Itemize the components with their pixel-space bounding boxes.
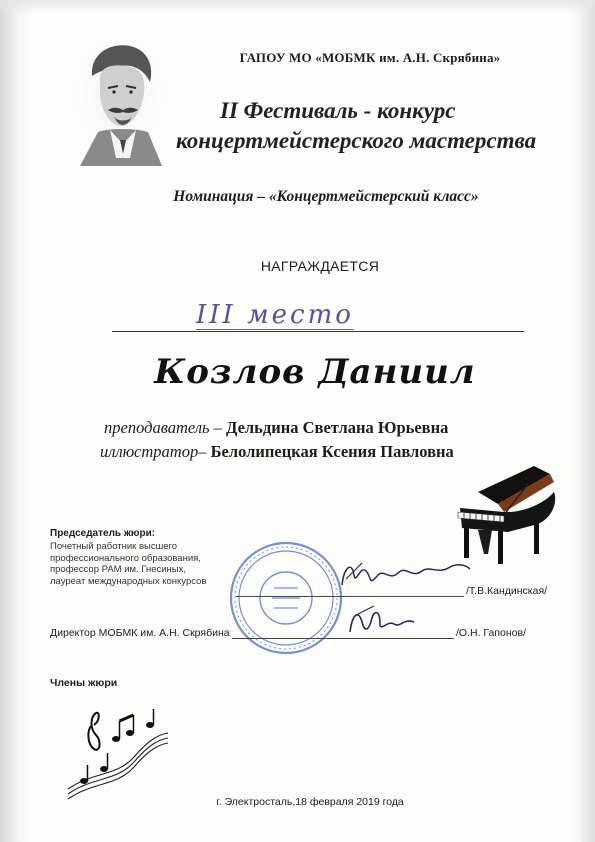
jury-desc-line: профессионального образования,: [50, 552, 201, 564]
awarded-label: НАГРАЖДАЕТСЯ: [260, 258, 380, 274]
organization-name: ГАПОУ МО «МОБМК им. А.Н. Скрябина»: [239, 50, 501, 65]
director-signature-line: [232, 638, 454, 639]
illustrator-name: Белолипецкая Ксения Павловна: [210, 442, 454, 461]
jury-members-label: Члены жюри: [50, 677, 118, 689]
jury-chair-signature-line: [236, 596, 464, 597]
music-notes-icon: [64, 705, 172, 801]
teacher-name: Дельдина Светлана Юрьевна: [226, 418, 449, 437]
place-handwritten: III место: [196, 300, 354, 330]
illustrator-separator: –: [198, 442, 211, 461]
director-name: /О.Н. Гапонов/: [456, 627, 527, 639]
jury-desc-line: лауреат международных конкурсов: [50, 575, 207, 587]
teacher-row: [104, 418, 448, 438]
illustrator-role: иллюстратор: [100, 442, 199, 461]
paper-edge-left: [0, 0, 34, 842]
composer-portrait: [70, 36, 170, 166]
winner-name: Козлов Даниил: [154, 352, 476, 392]
jury-chair-signature: [334, 555, 474, 595]
illustrator-row: [100, 442, 454, 462]
festival-title-line1: II Фестиваль - конкурс: [220, 98, 456, 123]
place-underline: [112, 331, 524, 332]
teacher-role: преподаватель: [104, 418, 210, 437]
jury-desc-line: Почетный работник высшего: [50, 541, 178, 552]
jury-chair-description: [50, 541, 250, 587]
festival-title-line2: концертмейстерского мастерства: [176, 128, 537, 153]
jury-chair-title: Председатель жюри:: [50, 528, 156, 539]
director-signature: [344, 600, 454, 640]
jury-desc-line: профессор РАМ им. Гнесиных,: [50, 564, 186, 575]
teacher-separator: –: [209, 418, 227, 437]
jury-chair-name: /Т.В.Кандинская/: [466, 585, 548, 597]
paper-edge-right: [569, 0, 595, 842]
nomination: Номинация – «Концертмейстерский класс»: [173, 188, 479, 205]
place-and-date: г. Электросталь,18 февраля 2019 года: [216, 796, 404, 808]
director-label: Директор МОБМК им. А.Н. Скрябина: [50, 627, 230, 639]
paper-edge-top: [0, 0, 595, 14]
